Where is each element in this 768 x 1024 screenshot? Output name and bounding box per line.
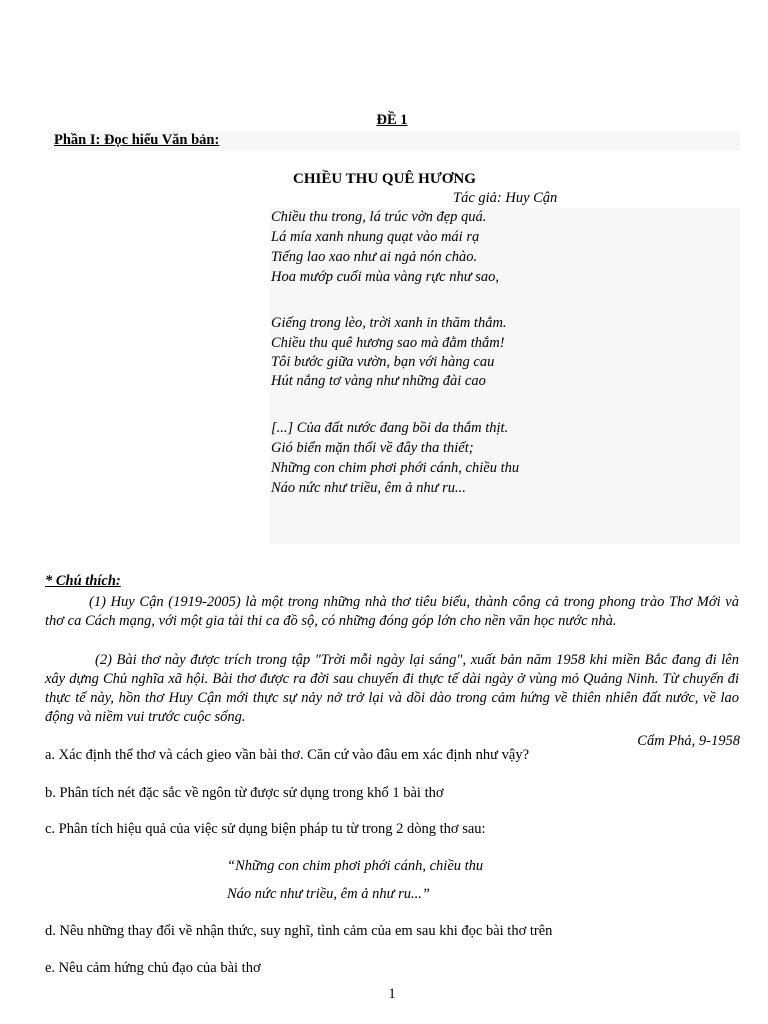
quote-line: Náo nức như triều, êm ả như ru...” [227, 886, 430, 902]
note-paragraph: (2) Bài thơ này được trích trong tập "Trời mỗi ngày lại sáng", xuất bản năm 1958 khi miền Bắc đang đi lên xây dựng Chủ nghĩa xã hội. Bài thơ được ra đời sau chuyến đi thực tế dài ngày ở vùng mỏ Quảng Ninh. Từ chuyến đi thực tế này, hồn thơ Huy Cận mới thực sự nảy nở trở lại và dồi dào trong cảm hứng về thiên nhiên đất nước, về lao động và niềm vui trước cuộc sống. [45, 652, 739, 725]
poem-line: Giếng trong lèo, trời xanh in thăm thẳm. [271, 315, 507, 331]
poem-line: Lá mía xanh nhung quạt vào mái rạ [271, 229, 480, 245]
question-a: a. Xác định thể thơ và cách gieo vần bài thơ. Căn cứ vào đâu em xác định như vậy? [45, 747, 530, 763]
question-c: c. Phân tích hiệu quả của việc sử dụng biện pháp tu từ trong 2 dòng thơ sau: [45, 821, 486, 837]
poem-line: Chiều thu quê hương sao mà đằm thắm! [271, 335, 505, 351]
poem-line: Gió biển mặn thổi về đây tha thiết; [271, 440, 474, 456]
poem-line: Những con chim phơi phới cánh, chiều thu [271, 460, 520, 476]
note-paragraph: (1) Huy Cận (1919-2005) là một trong những nhà thơ tiêu biểu, thành công cả trong phong trào Thơ Mới và thơ ca Cách mạng, với một gia tài thi ca đồ sộ, có những đóng góp lớn cho nền văn học nước nhà. [45, 594, 739, 629]
poem-line: [...] Của đất nước đang bồi da thắm thịt. [271, 420, 509, 436]
poem-title: CHIỀU THU QUÊ HƯƠNG [293, 171, 476, 187]
page-number: 1 [388, 986, 396, 1002]
poem-author: Tác giả: Huy Cận [453, 190, 558, 206]
poem-line: Tiếng lao xao như ai ngả nón chào. [271, 249, 478, 265]
section-title: Phần I: Đọc hiểu Văn bản: [54, 132, 220, 148]
poem-place-date: Cẩm Phả, 9-1958 [637, 733, 740, 749]
quote-line: “Những con chim phơi phới cánh, chiều thu [227, 858, 484, 874]
poem-line: Hút nắng tơ vàng như những đài cao [271, 373, 486, 389]
poem-line: Náo nức như triều, êm ả như ru... [271, 480, 466, 496]
poem-line: Tôi bước giữa vườn, bạn với hàng cau [271, 354, 495, 370]
exam-title: ĐỀ 1 [376, 112, 408, 128]
question-d: d. Nêu những thay đổi về nhận thức, suy nghĩ, tình cảm của em sau khi đọc bài thơ trên [45, 923, 553, 939]
poem-line: Hoa mướp cuối mùa vàng rực như sao, [271, 269, 499, 285]
poem-line: Chiều thu trong, lá trúc vờn đẹp quá. [271, 209, 487, 225]
notes-heading: * Chú thích: [45, 573, 121, 589]
question-b: b. Phân tích nét đặc sắc về ngôn từ được sử dụng trong khổ 1 bài thơ [45, 785, 444, 801]
question-e: e. Nêu cảm hứng chủ đạo của bài thơ [45, 960, 261, 976]
